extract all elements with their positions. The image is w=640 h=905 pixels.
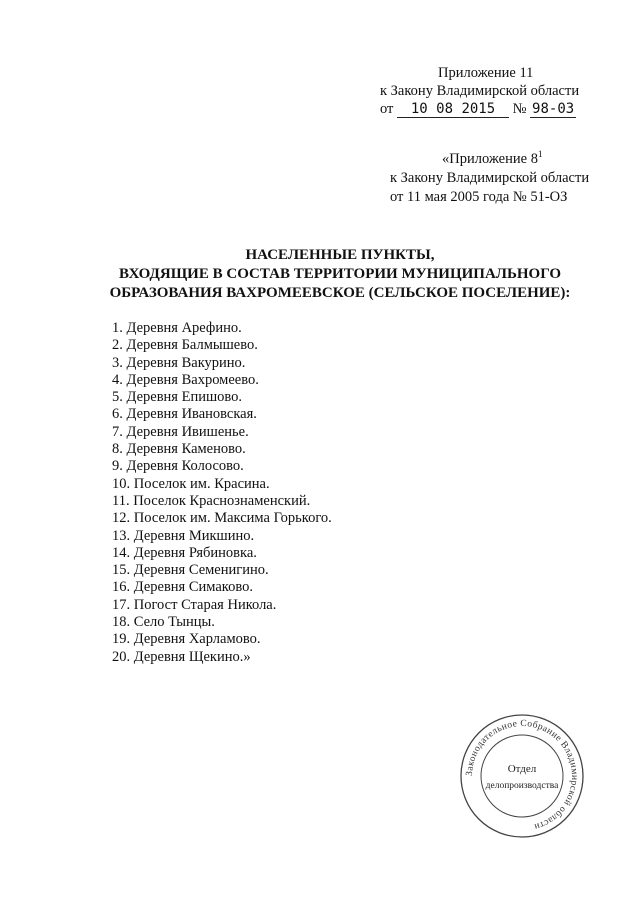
annex8-superscript: 1 (537, 149, 543, 159)
settlement-list (112, 320, 332, 666)
annex-8-header (390, 150, 625, 207)
number-label: № (512, 101, 527, 117)
annex-law-reference: к Закону Владимирской области (380, 83, 580, 99)
list-item: 1. Деревня Арефино. (112, 320, 242, 336)
seal-center-line-1: Отдел (507, 763, 537, 775)
list-item: 5. Деревня Епишово. (112, 389, 243, 406)
annex-title: Приложение 11 (438, 65, 534, 81)
date-stamp: 10 08 2015 (397, 101, 509, 118)
list-item: 7. Деревня Ивишенье. (112, 423, 249, 440)
annex-11-header (380, 64, 620, 118)
seal-center-line-2: делопроизводства (485, 781, 559, 791)
list-item: 9. Деревня Колосово. (112, 458, 244, 475)
annex-date-line (380, 100, 620, 118)
list-item: 11. Поселок Краснознаменский. (112, 492, 311, 509)
annex8-law-reference: к Закону Владимирской области (390, 170, 590, 186)
heading-line-2: ВХОДЯЩИЕ В СОСТАВ ТЕРРИТОРИИ МУНИЦИПАЛЬНОГО (118, 266, 562, 282)
list-item: 4. Деревня Вахромеево. (112, 371, 259, 388)
list-item: 14. Деревня Рябиновка. (112, 544, 257, 561)
list-item: 2. Деревня Балмышево. (112, 337, 258, 354)
annex8-title: «Приложение $8^1$ (442, 149, 543, 167)
list-item: 8. Деревня Каменово. (112, 441, 246, 458)
heading-line-3: ОБРАЗОВАНИЯ ВАХРОМЕЕВСКОЕ (СЕЛЬСКОЕ ПОСЕЛЕНИЕ): (109, 285, 571, 301)
document-heading (60, 246, 620, 303)
number-stamp: 98-03 (532, 101, 575, 117)
annex8-date-line: от 11 мая 2005 года № 51-ОЗ (390, 189, 568, 205)
list-item: 17. Погост Старая Никола. (112, 596, 277, 613)
list-item: 18. Село Тынцы. (112, 614, 215, 631)
from-label: от (380, 101, 394, 117)
list-item: 12. Поселок им. Максима Горького. (112, 510, 332, 527)
list-item: 6. Деревня Ивановская. (112, 406, 257, 423)
svg-text:Законодательное Собрание Влади (465, 719, 579, 832)
list-item: 15. Деревня Семенигино. (112, 562, 269, 579)
list-item: 10. Поселок им. Красина. (112, 475, 270, 492)
heading-line-1: НАСЕЛЕННЫЕ ПУНКТЫ, (245, 247, 435, 263)
seal-ring-text: Законодательное Собрание Владимирской области (464, 718, 580, 832)
list-item: 19. Деревня Харламово. (112, 631, 261, 648)
list-item: 16. Деревня Симаково. (112, 579, 253, 596)
seal-stamp-icon (458, 712, 586, 840)
office-seal (458, 712, 586, 840)
list-item: 20. Деревня Щекино.» (112, 648, 251, 665)
list-item: 13. Деревня Микшино. (112, 527, 255, 544)
list-item: 3. Деревня Вакурино. (112, 354, 246, 371)
